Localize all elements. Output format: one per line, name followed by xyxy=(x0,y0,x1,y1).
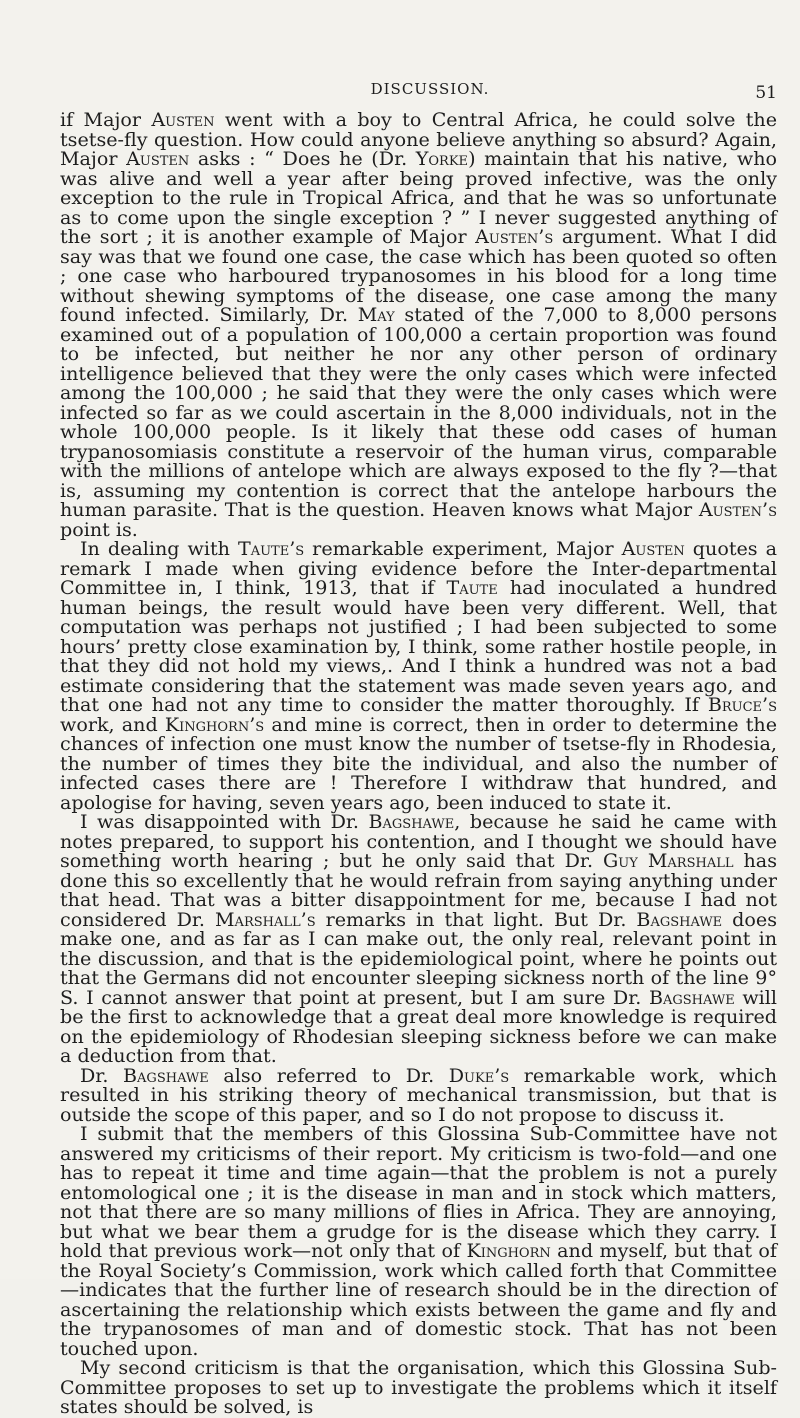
small-caps-name: Bagshawe xyxy=(368,810,455,833)
text-run: My second criticism is that the organisation, which this Glossina Sub-Committee proposes to set up to investigate the problems which it itself states should be solved, is xyxy=(60,1356,777,1418)
body-text xyxy=(60,110,777,1417)
small-caps-name: Kinghorn xyxy=(466,1239,551,1262)
small-caps-name: May xyxy=(357,303,395,326)
text-run: does make one, and as far as I can make out, the only real, relevant point in the discussion, and that is the epidemiological point, where he points out that the Germans did not encounter sleeping sickness north of the line 9° S. I cannot answer that point at present, but I am sure Dr. xyxy=(60,907,777,1009)
paragraph-4 xyxy=(60,1063,777,1126)
text-run: also referred to Dr. xyxy=(208,1063,449,1087)
text-run: I submit that the members of this Glossina Sub-Committee have not answered my criticisms of their report. My criticism is two-fold—and one has to repeat it time and time again—that the problem is not a purely entomological one ; it is the disease in man and in stock which matters, not that there are so many millions of flies in Africa. They are annoying, but what we bear them a grudge for is the disease which they carry. I hold that previous work—not only that of xyxy=(60,1122,777,1262)
small-caps-name: Bruce’s xyxy=(707,693,777,716)
text-run: went with a boy to Central Africa, he could solve the tsetse-fly question. How could anyone believe anything so absurd? Again, Major xyxy=(60,108,777,170)
text-run: Dr. xyxy=(80,1063,124,1087)
paragraph-5 xyxy=(60,1124,777,1358)
small-caps-name: Marshall’s xyxy=(215,907,316,931)
paragraph-2 xyxy=(60,539,777,812)
text-run: remarkable work, which resulted in his striking theory of mechanical transmission, but that is outside the scope of this paper, and so I do not propose to discuss it. xyxy=(60,1063,777,1126)
small-caps-name: Austen’s xyxy=(698,498,777,521)
text-run: will be the first to acknowledge that a great deal more knowledge is required on the epidemiology of Rhodesian sleeping sickness before we can make a deduction from that. xyxy=(60,985,777,1067)
text-run: , because he said he came with notes prepared, to support his contention, and I thought we should have something worth hearing ; but he only said that Dr. xyxy=(60,810,777,872)
text-run: asks : “ Does he (Dr. xyxy=(189,147,416,170)
small-caps-name: Austen xyxy=(126,147,190,170)
small-caps-name: Bagshawe xyxy=(123,1063,209,1087)
small-caps-name: Austen xyxy=(151,108,215,131)
running-head: DISCUSSION. xyxy=(370,80,490,98)
page-number: 51 xyxy=(755,83,777,103)
text-run: remarkable experiment, Major xyxy=(304,537,622,560)
text-run: In dealing with xyxy=(80,537,238,560)
text-run: quotes a remark I made when giving evidence before the Inter-departmental Committee in, I think, 1913, that if xyxy=(60,537,777,599)
text-run: work, and xyxy=(60,712,165,736)
text-run: and myself, but that of the Royal Society’s Commission, work which called forth that Committee—indicates that the further line of research should be in the direction of ascertaining the relationship which exists between the game and fly and the trypanosomes of man and of domestic stock. That has not been touched upon. xyxy=(60,1239,777,1360)
text-run: point is. xyxy=(60,517,138,541)
small-caps-name: Taute xyxy=(446,576,498,599)
paragraph-1 xyxy=(60,110,777,539)
small-caps-name: Yorke xyxy=(415,147,469,170)
text-run: stated of the 7,000 to 8,000 persons examined out of a population of 100,000 a certain proportion was found to be infected, but neither he nor any other person of ordinary intelligence believed that they were the only cases which were infected among the 100,000 ; he said that they were the only cases which were infected so far as we could ascertain in the 8,000 individuals, not in the whole 100,000 people. Is it likely that these odd cases of human trypanosomiasis constitute a reservoir of the human virus, comparable with the millions of antelope which are always exposed to the fly ?—that is, assuming my contention is correct that the antelope harbours the human parasite. That is the question. Heaven knows what Major xyxy=(60,303,777,521)
text-run: I was disappointed with Dr. xyxy=(80,810,369,833)
text-run: argument. What I did say was that we found one case, the case which has been quoted so often ; one case who harboured trypanosomes in his blood for a long time without shewing symptoms of the disease, one case among the many found infected. Similarly, Dr. xyxy=(60,225,777,326)
paragraph-6 xyxy=(60,1358,777,1417)
small-caps-name: Austen xyxy=(621,537,685,560)
paragraph-3 xyxy=(60,812,777,1066)
small-caps-name: Bagshawe xyxy=(648,985,735,1009)
small-caps-name: Austen’s xyxy=(475,225,554,248)
small-caps-name: Kinghorn’s xyxy=(164,712,265,736)
small-caps-name: Bagshawe xyxy=(636,907,723,931)
text-run: ) maintain that his native, who was alive and well a year after being proved infective, was the only exception to the rule in Tropical Africa, and that he was so unfortunate as to come upon the single exception ? ” I never suggested anything of the sort ; it is another example of Major xyxy=(60,147,777,248)
small-caps-name: Taute’s xyxy=(237,537,305,560)
small-caps-name: Duke’s xyxy=(448,1063,510,1087)
text-run: if Major xyxy=(60,108,152,131)
page-header xyxy=(60,80,800,110)
text-run: had inoculated a hundred human beings, the result would have been very different. Well, that computation was perhaps not justified ; I had been subjected to some hours’ pretty close examination by, I think, some rather hostile people, in that they did not hold my views,. And I think a hundred was not a bad estimate considering that the statement was made seven years ago, and that one had not any time to consider the matter thoroughly. If xyxy=(60,576,778,716)
small-caps-name: Guy Marshall xyxy=(603,849,734,872)
text-run: remarks in that light. But Dr. xyxy=(315,907,637,931)
text-run: has done this so excellently that he would refrain from saying anything under that head. That was a bitter disappointment for me, because I had not considered Dr. xyxy=(60,849,777,931)
text-run: and mine is correct, then in order to determine the chances of infection one must know the number of tsetse-fly in Rhodesia, the number of times they bite the individual, and also the number of infected cases there are ! Therefore I withdraw that hundred, and apologise for having, seven years ago, been induced to state it. xyxy=(60,712,777,814)
